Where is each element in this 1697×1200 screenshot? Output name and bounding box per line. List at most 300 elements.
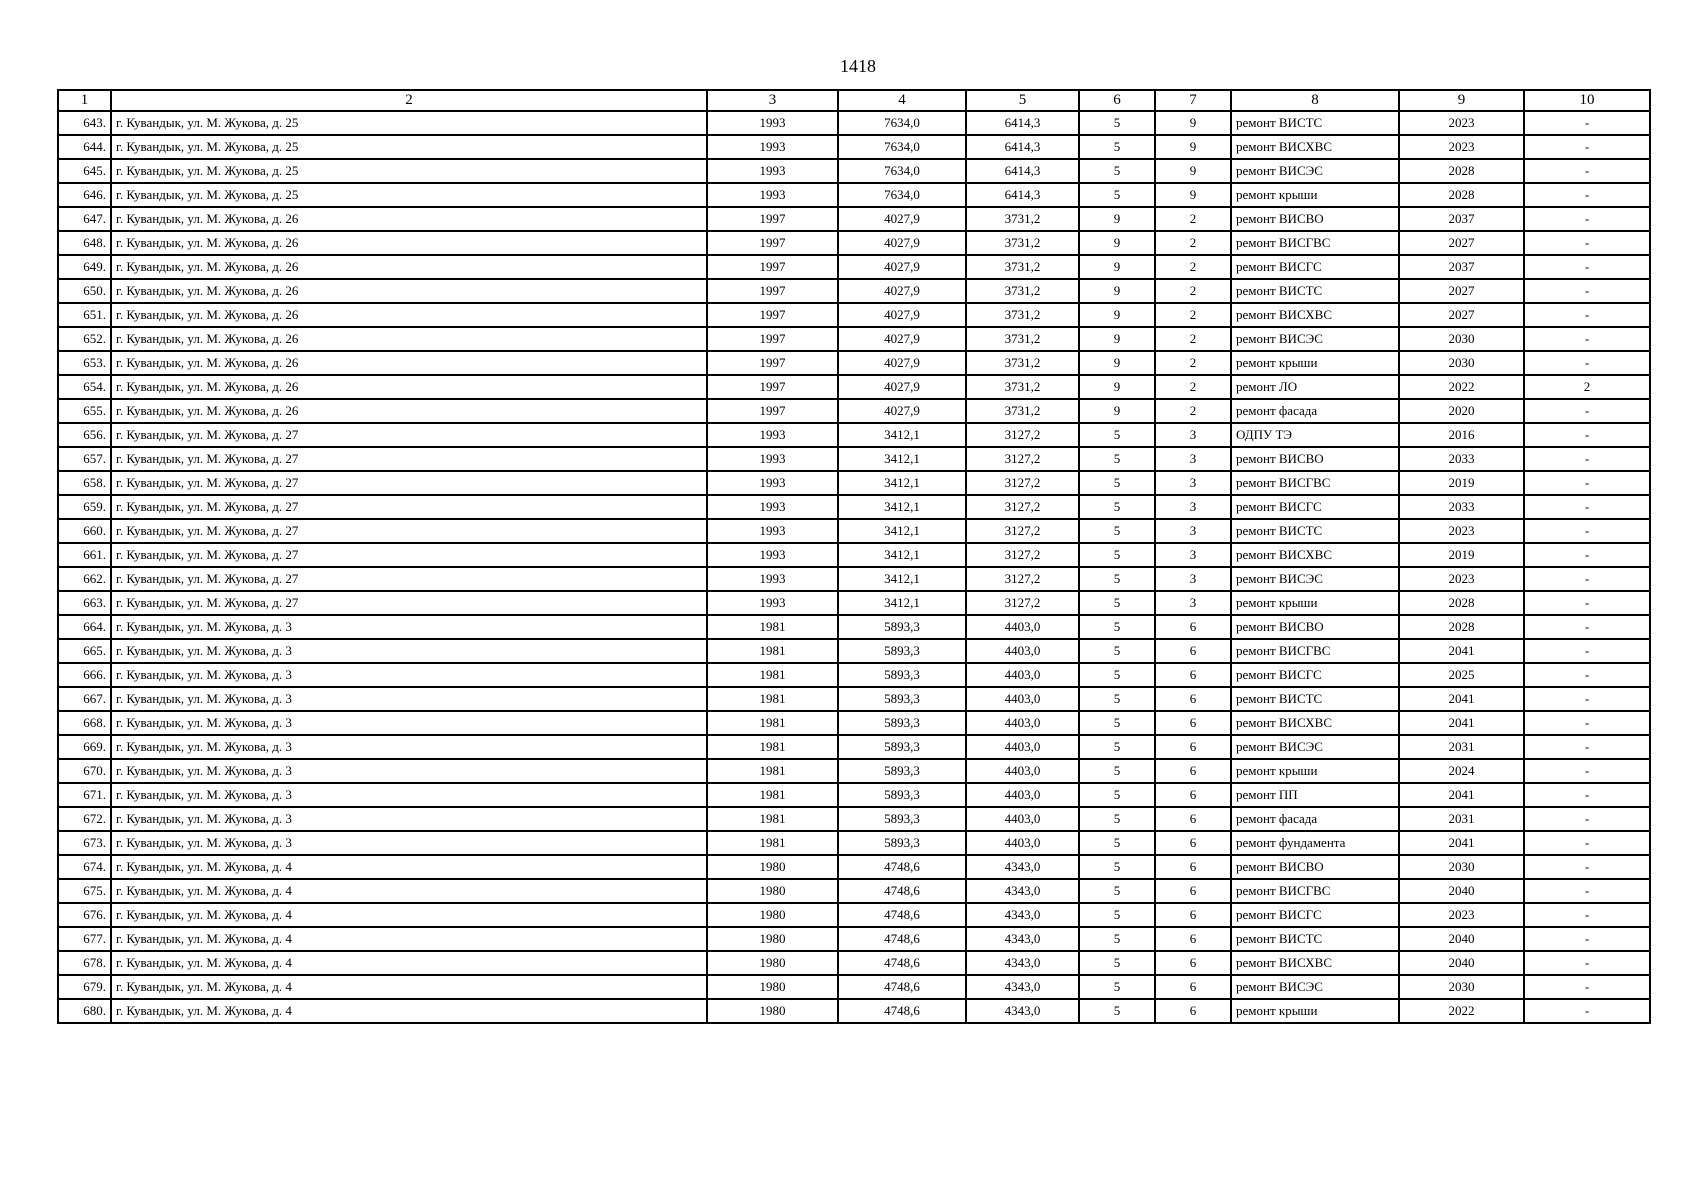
living-area-cell: 6414,3	[966, 159, 1079, 183]
entrances-cell: 9	[1155, 159, 1231, 183]
entrances-cell: 6	[1155, 951, 1231, 975]
living-area-cell: 3127,2	[966, 447, 1079, 471]
planned-year-cell: 2022	[1399, 375, 1524, 399]
quantity-cell: -	[1524, 543, 1650, 567]
total-area-cell: 4027,9	[838, 231, 966, 255]
entrances-cell: 6	[1155, 903, 1231, 927]
year-built-cell: 1993	[707, 159, 838, 183]
living-area-cell: 4403,0	[966, 663, 1079, 687]
total-area-cell: 4748,6	[838, 855, 966, 879]
total-area-cell: 4748,6	[838, 975, 966, 999]
planned-year-cell: 2023	[1399, 135, 1524, 159]
year-built-cell: 1981	[707, 615, 838, 639]
living-area-cell: 4403,0	[966, 807, 1079, 831]
quantity-cell: -	[1524, 975, 1650, 999]
planned-year-cell: 2030	[1399, 327, 1524, 351]
entrances-cell: 9	[1155, 183, 1231, 207]
entrances-cell: 2	[1155, 351, 1231, 375]
row-number-cell: 661.	[58, 543, 111, 567]
row-number-cell: 668.	[58, 711, 111, 735]
entrances-cell: 6	[1155, 759, 1231, 783]
row-number-cell: 648.	[58, 231, 111, 255]
living-area-cell: 4403,0	[966, 831, 1079, 855]
entrances-cell: 9	[1155, 135, 1231, 159]
work-type-cell: ремонт ВИСХВС	[1231, 543, 1399, 567]
living-area-cell: 6414,3	[966, 183, 1079, 207]
quantity-cell: -	[1524, 999, 1650, 1023]
entrances-cell: 3	[1155, 591, 1231, 615]
work-type-cell: ремонт ВИСХВС	[1231, 951, 1399, 975]
address-cell: г. Кувандык, ул. М. Жукова, д. 3	[111, 639, 707, 663]
entrances-cell: 2	[1155, 375, 1231, 399]
year-built-cell: 1997	[707, 255, 838, 279]
work-type-cell: ОДПУ ТЭ	[1231, 423, 1399, 447]
entrances-cell: 2	[1155, 255, 1231, 279]
table-row	[58, 111, 1650, 135]
quantity-cell: -	[1524, 135, 1650, 159]
total-area-cell: 3412,1	[838, 591, 966, 615]
row-number-cell: 662.	[58, 567, 111, 591]
work-type-cell: ремонт ВИСТС	[1231, 927, 1399, 951]
quantity-cell: -	[1524, 711, 1650, 735]
quantity-cell: -	[1524, 831, 1650, 855]
row-number-cell: 676.	[58, 903, 111, 927]
table-row	[58, 423, 1650, 447]
planned-year-cell: 2027	[1399, 231, 1524, 255]
planned-year-cell: 2041	[1399, 687, 1524, 711]
row-number-cell: 680.	[58, 999, 111, 1023]
row-number-cell: 669.	[58, 735, 111, 759]
table-row	[58, 471, 1650, 495]
living-area-cell: 3127,2	[966, 471, 1079, 495]
row-number-cell: 664.	[58, 615, 111, 639]
work-type-cell: ремонт ВИСТС	[1231, 687, 1399, 711]
year-built-cell: 1980	[707, 951, 838, 975]
work-type-cell: ремонт ВИСЭС	[1231, 735, 1399, 759]
entrances-cell: 3	[1155, 519, 1231, 543]
address-cell: г. Кувандык, ул. М. Жукова, д. 27	[111, 423, 707, 447]
year-built-cell: 1997	[707, 303, 838, 327]
address-cell: г. Кувандык, ул. М. Жукова, д. 3	[111, 663, 707, 687]
year-built-cell: 1993	[707, 591, 838, 615]
work-type-cell: ремонт крыши	[1231, 759, 1399, 783]
address-cell: г. Кувандык, ул. М. Жукова, д. 26	[111, 375, 707, 399]
quantity-cell: -	[1524, 567, 1650, 591]
table-row	[58, 135, 1650, 159]
quantity-cell: -	[1524, 279, 1650, 303]
table-row	[58, 807, 1650, 831]
floors-cell: 9	[1079, 327, 1155, 351]
total-area-cell: 4027,9	[838, 327, 966, 351]
table-row	[58, 447, 1650, 471]
work-type-cell: ремонт ВИСГС	[1231, 903, 1399, 927]
address-cell: г. Кувандык, ул. М. Жукова, д. 27	[111, 471, 707, 495]
table-row	[58, 687, 1650, 711]
total-area-cell: 5893,3	[838, 831, 966, 855]
total-area-cell: 4748,6	[838, 903, 966, 927]
entrances-cell: 3	[1155, 567, 1231, 591]
year-built-cell: 1981	[707, 759, 838, 783]
planned-year-cell: 2033	[1399, 447, 1524, 471]
planned-year-cell: 2019	[1399, 543, 1524, 567]
work-type-cell: ремонт ВИСГВС	[1231, 879, 1399, 903]
table-row	[58, 159, 1650, 183]
table-row	[58, 543, 1650, 567]
work-type-cell: ремонт фундамента	[1231, 831, 1399, 855]
floors-cell: 5	[1079, 159, 1155, 183]
address-cell: г. Кувандык, ул. М. Жукова, д. 27	[111, 567, 707, 591]
total-area-cell: 4027,9	[838, 255, 966, 279]
table-row	[58, 255, 1650, 279]
living-area-cell: 3127,2	[966, 543, 1079, 567]
total-area-cell: 5893,3	[838, 663, 966, 687]
entrances-cell: 6	[1155, 999, 1231, 1023]
living-area-cell: 4403,0	[966, 735, 1079, 759]
living-area-cell: 3127,2	[966, 591, 1079, 615]
work-type-cell: ремонт фасада	[1231, 807, 1399, 831]
table-row	[58, 327, 1650, 351]
work-type-cell: ремонт ВИСВО	[1231, 615, 1399, 639]
work-type-cell: ремонт ВИСГВС	[1231, 231, 1399, 255]
work-type-cell: ремонт ВИСХВС	[1231, 711, 1399, 735]
quantity-cell: -	[1524, 159, 1650, 183]
row-number-cell: 651.	[58, 303, 111, 327]
address-cell: г. Кувандык, ул. М. Жукова, д. 3	[111, 615, 707, 639]
address-cell: г. Кувандык, ул. М. Жукова, д. 26	[111, 303, 707, 327]
address-cell: г. Кувандык, ул. М. Жукова, д. 27	[111, 447, 707, 471]
work-type-cell: ремонт ВИСЭС	[1231, 159, 1399, 183]
entrances-cell: 6	[1155, 855, 1231, 879]
floors-cell: 5	[1079, 183, 1155, 207]
year-built-cell: 1981	[707, 735, 838, 759]
table-row	[58, 663, 1650, 687]
work-type-cell: ремонт ПП	[1231, 783, 1399, 807]
quantity-cell: -	[1524, 807, 1650, 831]
quantity-cell: -	[1524, 231, 1650, 255]
quantity-cell: 2	[1524, 375, 1650, 399]
table-row	[58, 855, 1650, 879]
floors-cell: 5	[1079, 951, 1155, 975]
quantity-cell: -	[1524, 183, 1650, 207]
planned-year-cell: 2022	[1399, 999, 1524, 1023]
table-row	[58, 375, 1650, 399]
quantity-cell: -	[1524, 207, 1650, 231]
address-cell: г. Кувандык, ул. М. Жукова, д. 3	[111, 807, 707, 831]
planned-year-cell: 2027	[1399, 279, 1524, 303]
total-area-cell: 4027,9	[838, 303, 966, 327]
year-built-cell: 1997	[707, 327, 838, 351]
year-built-cell: 1980	[707, 999, 838, 1023]
floors-cell: 5	[1079, 471, 1155, 495]
year-built-cell: 1980	[707, 879, 838, 903]
floors-cell: 5	[1079, 135, 1155, 159]
table-row	[58, 831, 1650, 855]
year-built-cell: 1997	[707, 399, 838, 423]
total-area-cell: 7634,0	[838, 159, 966, 183]
quantity-cell: -	[1524, 111, 1650, 135]
year-built-cell: 1997	[707, 375, 838, 399]
entrances-cell: 6	[1155, 735, 1231, 759]
living-area-cell: 3731,2	[966, 375, 1079, 399]
living-area-cell: 3731,2	[966, 351, 1079, 375]
year-built-cell: 1993	[707, 183, 838, 207]
planned-year-cell: 2019	[1399, 471, 1524, 495]
floors-cell: 5	[1079, 543, 1155, 567]
row-number-cell: 645.	[58, 159, 111, 183]
entrances-cell: 2	[1155, 279, 1231, 303]
quantity-cell: -	[1524, 519, 1650, 543]
floors-cell: 9	[1079, 375, 1155, 399]
year-built-cell: 1993	[707, 135, 838, 159]
planned-year-cell: 2023	[1399, 903, 1524, 927]
quantity-cell: -	[1524, 759, 1650, 783]
table-row	[58, 903, 1650, 927]
year-built-cell: 1993	[707, 471, 838, 495]
planned-year-cell: 2040	[1399, 927, 1524, 951]
work-type-cell: ремонт ВИСЭС	[1231, 327, 1399, 351]
floors-cell: 5	[1079, 735, 1155, 759]
work-type-cell: ремонт ВИСГС	[1231, 495, 1399, 519]
table-row	[58, 567, 1650, 591]
year-built-cell: 1980	[707, 975, 838, 999]
quantity-cell: -	[1524, 879, 1650, 903]
quantity-cell: -	[1524, 591, 1650, 615]
work-type-cell: ремонт ВИСЭС	[1231, 975, 1399, 999]
floors-cell: 5	[1079, 855, 1155, 879]
floors-cell: 9	[1079, 279, 1155, 303]
floors-cell: 5	[1079, 807, 1155, 831]
total-area-cell: 3412,1	[838, 447, 966, 471]
total-area-cell: 3412,1	[838, 519, 966, 543]
address-cell: г. Кувандык, ул. М. Жукова, д. 26	[111, 279, 707, 303]
floors-cell: 5	[1079, 759, 1155, 783]
planned-year-cell: 2040	[1399, 951, 1524, 975]
floors-cell: 9	[1079, 255, 1155, 279]
total-area-cell: 4748,6	[838, 879, 966, 903]
year-built-cell: 1981	[707, 687, 838, 711]
living-area-cell: 3731,2	[966, 207, 1079, 231]
table-row	[58, 495, 1650, 519]
page-number: 1418	[840, 56, 876, 76]
quantity-cell: -	[1524, 399, 1650, 423]
quantity-cell: -	[1524, 783, 1650, 807]
row-number-cell: 675.	[58, 879, 111, 903]
repair-schedule-table	[57, 89, 1651, 1024]
row-number-cell: 663.	[58, 591, 111, 615]
entrances-cell: 6	[1155, 879, 1231, 903]
floors-cell: 5	[1079, 999, 1155, 1023]
table-row	[58, 351, 1650, 375]
row-number-cell: 679.	[58, 975, 111, 999]
quantity-cell: -	[1524, 927, 1650, 951]
col-header: 1	[58, 90, 111, 111]
total-area-cell: 4748,6	[838, 951, 966, 975]
living-area-cell: 4343,0	[966, 855, 1079, 879]
table-row	[58, 615, 1650, 639]
entrances-cell: 3	[1155, 447, 1231, 471]
work-type-cell: ремонт ВИСЭС	[1231, 567, 1399, 591]
table-row	[58, 303, 1650, 327]
row-number-cell: 674.	[58, 855, 111, 879]
total-area-cell: 5893,3	[838, 615, 966, 639]
floors-cell: 5	[1079, 519, 1155, 543]
entrances-cell: 6	[1155, 711, 1231, 735]
address-cell: г. Кувандык, ул. М. Жукова, д. 4	[111, 951, 707, 975]
total-area-cell: 4748,6	[838, 999, 966, 1023]
total-area-cell: 3412,1	[838, 471, 966, 495]
living-area-cell: 4403,0	[966, 711, 1079, 735]
year-built-cell: 1993	[707, 111, 838, 135]
work-type-cell: ремонт ВИСГС	[1231, 255, 1399, 279]
address-cell: г. Кувандык, ул. М. Жукова, д. 27	[111, 543, 707, 567]
col-header: 6	[1079, 90, 1155, 111]
work-type-cell: ремонт ВИСТС	[1231, 111, 1399, 135]
entrances-cell: 9	[1155, 111, 1231, 135]
col-header: 5	[966, 90, 1079, 111]
row-number-cell: 654.	[58, 375, 111, 399]
row-number-cell: 647.	[58, 207, 111, 231]
entrances-cell: 2	[1155, 231, 1231, 255]
living-area-cell: 4343,0	[966, 951, 1079, 975]
work-type-cell: ремонт ВИСТС	[1231, 519, 1399, 543]
row-number-cell: 673.	[58, 831, 111, 855]
year-built-cell: 1981	[707, 711, 838, 735]
planned-year-cell: 2023	[1399, 111, 1524, 135]
address-cell: г. Кувандык, ул. М. Жукова, д. 26	[111, 399, 707, 423]
col-header: 3	[707, 90, 838, 111]
planned-year-cell: 2030	[1399, 351, 1524, 375]
living-area-cell: 4403,0	[966, 615, 1079, 639]
address-cell: г. Кувандык, ул. М. Жукова, д. 3	[111, 687, 707, 711]
table-row	[58, 951, 1650, 975]
entrances-cell: 6	[1155, 687, 1231, 711]
living-area-cell: 4343,0	[966, 879, 1079, 903]
quantity-cell: -	[1524, 615, 1650, 639]
total-area-cell: 7634,0	[838, 183, 966, 207]
planned-year-cell: 2030	[1399, 855, 1524, 879]
address-cell: г. Кувандык, ул. М. Жукова, д. 3	[111, 831, 707, 855]
quantity-cell: -	[1524, 855, 1650, 879]
address-cell: г. Кувандык, ул. М. Жукова, д. 3	[111, 735, 707, 759]
address-cell: г. Кувандык, ул. М. Жукова, д. 4	[111, 903, 707, 927]
floors-cell: 5	[1079, 927, 1155, 951]
total-area-cell: 3412,1	[838, 567, 966, 591]
total-area-cell: 7634,0	[838, 111, 966, 135]
living-area-cell: 4343,0	[966, 975, 1079, 999]
planned-year-cell: 2028	[1399, 159, 1524, 183]
floors-cell: 9	[1079, 303, 1155, 327]
living-area-cell: 4403,0	[966, 639, 1079, 663]
header-row	[58, 90, 1650, 111]
entrances-cell: 2	[1155, 327, 1231, 351]
col-header: 4	[838, 90, 966, 111]
living-area-cell: 4343,0	[966, 927, 1079, 951]
planned-year-cell: 2028	[1399, 615, 1524, 639]
living-area-cell: 3731,2	[966, 327, 1079, 351]
year-built-cell: 1997	[707, 207, 838, 231]
table-row	[58, 783, 1650, 807]
floors-cell: 5	[1079, 783, 1155, 807]
address-cell: г. Кувандык, ул. М. Жукова, д. 4	[111, 975, 707, 999]
entrances-cell: 6	[1155, 927, 1231, 951]
planned-year-cell: 2028	[1399, 591, 1524, 615]
entrances-cell: 6	[1155, 831, 1231, 855]
address-cell: г. Кувандык, ул. М. Жукова, д. 3	[111, 783, 707, 807]
year-built-cell: 1981	[707, 807, 838, 831]
year-built-cell: 1980	[707, 855, 838, 879]
table-row	[58, 975, 1650, 999]
address-cell: г. Кувандык, ул. М. Жукова, д. 26	[111, 255, 707, 279]
living-area-cell: 6414,3	[966, 111, 1079, 135]
address-cell: г. Кувандык, ул. М. Жукова, д. 27	[111, 591, 707, 615]
living-area-cell: 3127,2	[966, 495, 1079, 519]
living-area-cell: 6414,3	[966, 135, 1079, 159]
row-number-cell: 656.	[58, 423, 111, 447]
table-row	[58, 879, 1650, 903]
living-area-cell: 3731,2	[966, 231, 1079, 255]
entrances-cell: 2	[1155, 399, 1231, 423]
floors-cell: 5	[1079, 711, 1155, 735]
year-built-cell: 1997	[707, 279, 838, 303]
living-area-cell: 4403,0	[966, 759, 1079, 783]
address-cell: г. Кувандык, ул. М. Жукова, д. 26	[111, 351, 707, 375]
table-row	[58, 519, 1650, 543]
row-number-cell: 660.	[58, 519, 111, 543]
floors-cell: 5	[1079, 975, 1155, 999]
work-type-cell: ремонт ВИСГВС	[1231, 471, 1399, 495]
total-area-cell: 5893,3	[838, 807, 966, 831]
year-built-cell: 1993	[707, 567, 838, 591]
entrances-cell: 6	[1155, 975, 1231, 999]
address-cell: г. Кувандык, ул. М. Жукова, д. 27	[111, 519, 707, 543]
table-row	[58, 759, 1650, 783]
row-number-cell: 646.	[58, 183, 111, 207]
entrances-cell: 2	[1155, 207, 1231, 231]
row-number-cell: 677.	[58, 927, 111, 951]
table-row	[58, 279, 1650, 303]
total-area-cell: 4027,9	[838, 279, 966, 303]
total-area-cell: 4027,9	[838, 375, 966, 399]
total-area-cell: 4027,9	[838, 207, 966, 231]
total-area-cell: 5893,3	[838, 783, 966, 807]
table-row	[58, 711, 1650, 735]
quantity-cell: -	[1524, 903, 1650, 927]
total-area-cell: 5893,3	[838, 639, 966, 663]
row-number-cell: 672.	[58, 807, 111, 831]
floors-cell: 5	[1079, 591, 1155, 615]
year-built-cell: 1980	[707, 927, 838, 951]
living-area-cell: 3127,2	[966, 567, 1079, 591]
entrances-cell: 6	[1155, 663, 1231, 687]
planned-year-cell: 2041	[1399, 783, 1524, 807]
floors-cell: 9	[1079, 399, 1155, 423]
row-number-cell: 652.	[58, 327, 111, 351]
quantity-cell: -	[1524, 351, 1650, 375]
planned-year-cell: 2037	[1399, 207, 1524, 231]
work-type-cell: ремонт ВИСВО	[1231, 447, 1399, 471]
planned-year-cell: 2027	[1399, 303, 1524, 327]
quantity-cell: -	[1524, 663, 1650, 687]
row-number-cell: 659.	[58, 495, 111, 519]
address-cell: г. Кувандык, ул. М. Жукова, д. 26	[111, 231, 707, 255]
entrances-cell: 6	[1155, 615, 1231, 639]
total-area-cell: 3412,1	[838, 543, 966, 567]
address-cell: г. Кувандык, ул. М. Жукова, д. 25	[111, 159, 707, 183]
address-cell: г. Кувандык, ул. М. Жукова, д. 4	[111, 879, 707, 903]
living-area-cell: 3127,2	[966, 423, 1079, 447]
total-area-cell: 4027,9	[838, 351, 966, 375]
floors-cell: 5	[1079, 447, 1155, 471]
